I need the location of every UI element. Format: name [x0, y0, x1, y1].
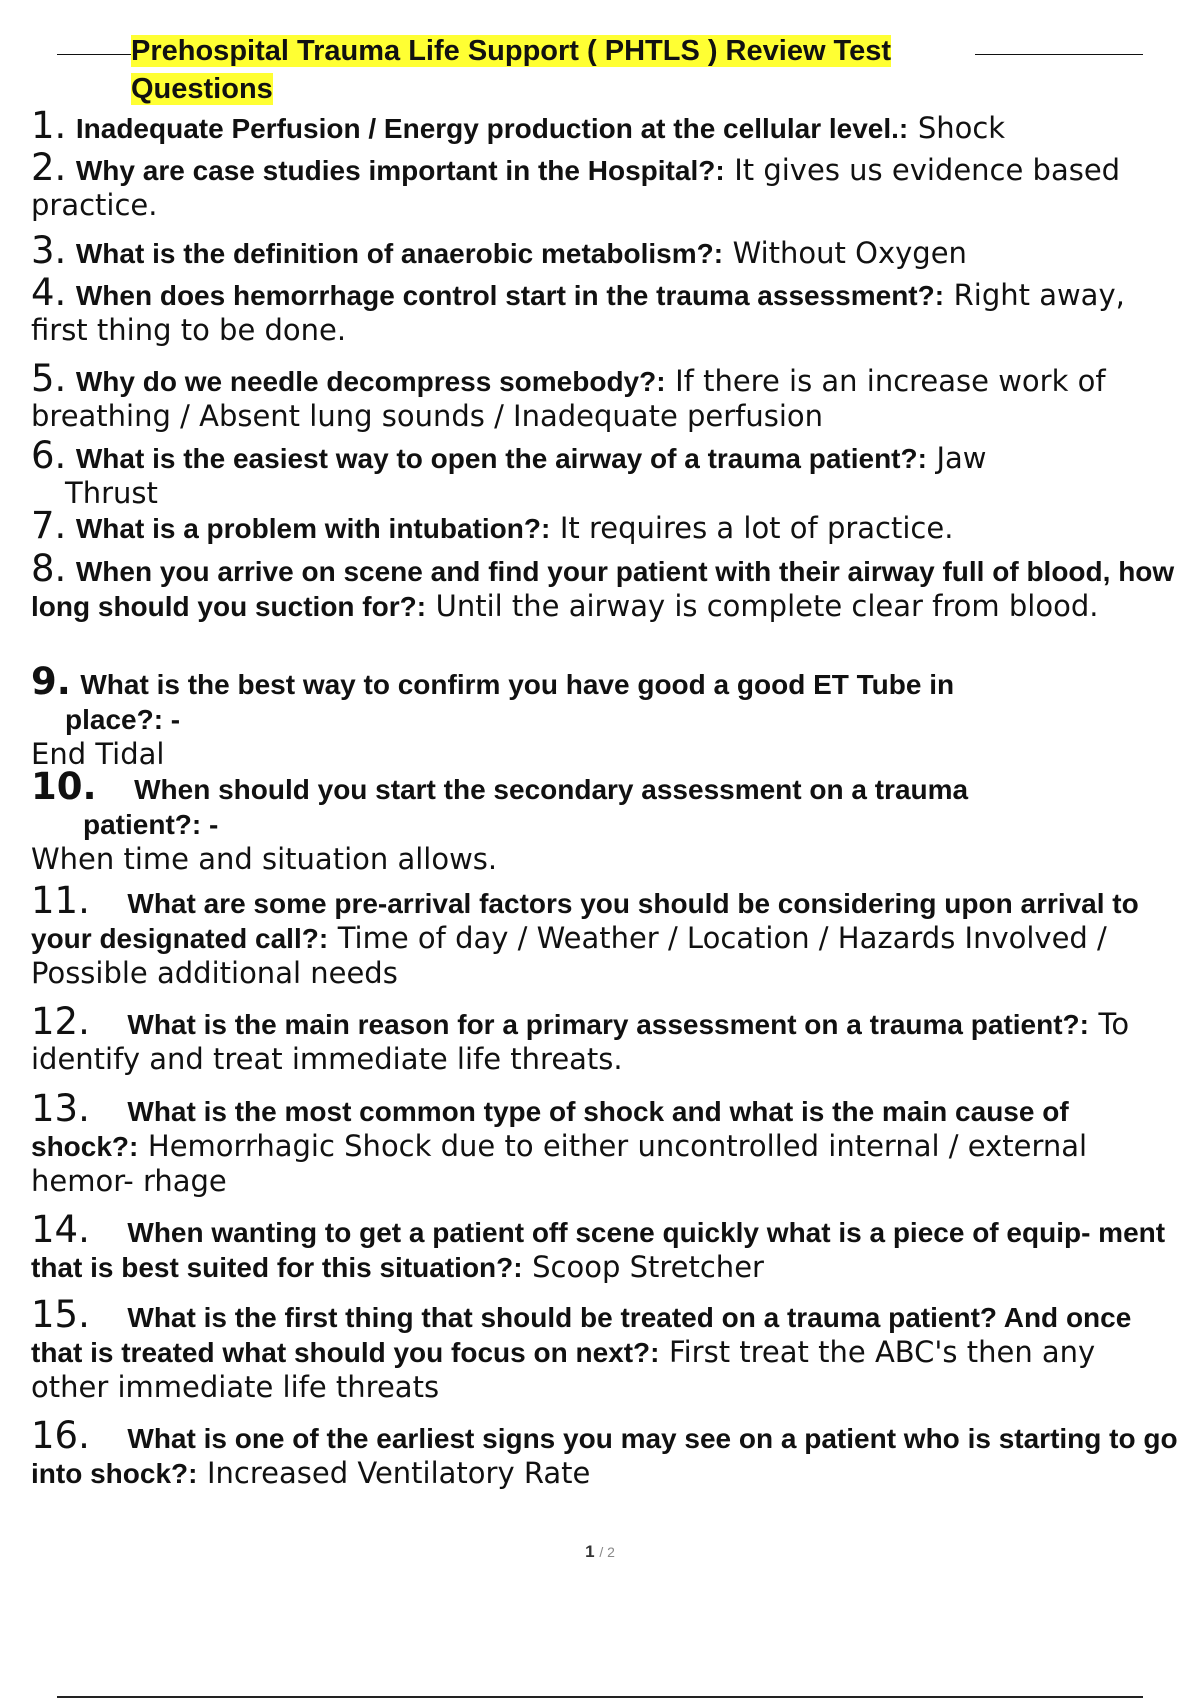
question-item-6: [31, 434, 1181, 511]
question-number: 5.: [31, 357, 67, 400]
question-text: What is a problem with intubation?:: [75, 513, 551, 544]
answer-text: Time of day / Weather / Location / Hazards Involved / Possible additional needs: [31, 921, 1107, 990]
question-item-3: [31, 229, 1181, 272]
page-number: [0, 1542, 1200, 1562]
answer-text: Jaw: [936, 441, 987, 475]
answer-text: It requires a lot of practice.: [559, 511, 954, 545]
answer-text-continued: Thrust: [65, 476, 158, 510]
answer-text: Increased Ventilatory Rate: [207, 1456, 591, 1490]
question-text: Inadequate Perfusion / Energy production at the cellular level.:: [75, 113, 909, 144]
question-number: 16.: [31, 1414, 90, 1457]
question-number: 3.: [31, 229, 67, 272]
question-number: 8.: [31, 547, 67, 590]
answer-text: Without Oxygen: [732, 236, 967, 270]
answer-text: If there is an increase work of breathing / Absent lung sounds / Inadequate perfusion: [31, 364, 1106, 433]
question-text: Why are case studies important in the Hospital?:: [75, 155, 725, 186]
question-item-8: [31, 547, 1181, 624]
question-item-15: [31, 1293, 1181, 1405]
question-text: Why do we needle decompress somebody?:: [75, 366, 666, 397]
question-text: When wanting to get a patient off scene quickly what is a piece of equip- ment that is best suited for this situation?:: [31, 1217, 1166, 1283]
answer-text: It gives us evidence based practice.: [31, 153, 1121, 222]
question-number: 7.: [31, 504, 67, 547]
question-text-continued: patient?: -: [83, 809, 219, 840]
question-number: 11.: [31, 879, 90, 922]
question-text: What is the first thing that should be treated on a trauma patient? And once that is treated what should you focus on next?:: [31, 1302, 1132, 1368]
title-line-2: Questions: [131, 73, 273, 105]
answer-text: End Tidal: [31, 737, 165, 771]
answer-text: To identify and treat immediate life threats.: [31, 1007, 1130, 1076]
question-item-5: [31, 357, 1181, 434]
question-text: What is the best way to confirm you have good a good ET Tube in: [80, 669, 955, 700]
question-text: When you arrive on scene and find your patient with their airway full of blood, how long should you suction for?:: [31, 556, 1175, 622]
question-item-14: [31, 1208, 1181, 1285]
question-item-9: [31, 660, 1181, 772]
question-number: 6.: [31, 434, 67, 477]
answer-text: First treat the ABC's then any other immediate life threats: [31, 1335, 1096, 1404]
question-number: 4.: [31, 271, 67, 314]
question-text: What is one of the earliest signs you may see on a patient who is starting to go into shock?:: [31, 1423, 1178, 1489]
question-number: 2.: [31, 146, 67, 189]
question-item-10: [31, 765, 1181, 877]
page-total: / 2: [599, 1544, 615, 1560]
question-text: What is the easiest way to open the airway of a trauma patient?:: [75, 443, 927, 474]
question-item-2: [31, 146, 1181, 223]
answer-text: When time and situation allows.: [31, 842, 498, 876]
answer-text: Shock: [917, 111, 1006, 145]
question-item-16: [31, 1414, 1181, 1491]
answer-text: Scoop Stretcher: [532, 1250, 764, 1284]
question-text-continued: place?: -: [65, 704, 181, 735]
title-rule-left: [57, 54, 131, 55]
question-text: When does hemorrhage control start in the trauma assessment?:: [75, 280, 945, 311]
document-title: [131, 32, 991, 108]
question-text: When should you start the secondary assessment on a trauma: [134, 774, 969, 805]
question-item-1: [31, 104, 1181, 147]
title-rule-right: [975, 54, 1143, 55]
question-number: 15.: [31, 1293, 90, 1336]
question-item-7: [31, 504, 1181, 547]
question-item-13: [31, 1087, 1181, 1199]
answer-text: Hemorrhagic Shock due to either uncontrolled internal / external hemor- rhage: [31, 1129, 1088, 1198]
question-number: 14.: [31, 1208, 90, 1251]
answer-text: Right away, first thing to be done.: [31, 278, 1125, 347]
question-item-12: [31, 1000, 1181, 1077]
question-text: What is the most common type of shock and what is the main cause of shock?:: [31, 1096, 1069, 1162]
question-number: 10.: [31, 765, 97, 808]
question-number: 13.: [31, 1087, 90, 1130]
bottom-rule: [57, 1696, 1143, 1698]
title-line-1: Prehospital Trauma Life Support ( PHTLS ) Review Test: [131, 35, 892, 67]
question-text: What are some pre-arrival factors you should be considering upon arrival to your designated call?:: [31, 888, 1139, 954]
question-text: What is the definition of anaerobic metabolism?:: [75, 238, 724, 269]
question-item-11: [31, 879, 1181, 991]
question-number: 12.: [31, 1000, 90, 1043]
question-item-4: [31, 271, 1181, 348]
question-number: 1.: [31, 104, 67, 147]
page-current: 1: [585, 1542, 595, 1561]
question-number: 9.: [31, 660, 71, 703]
question-text: What is the main reason for a primary assessment on a trauma patient?:: [127, 1009, 1089, 1040]
answer-text: Until the airway is complete clear from blood.: [435, 589, 1099, 623]
